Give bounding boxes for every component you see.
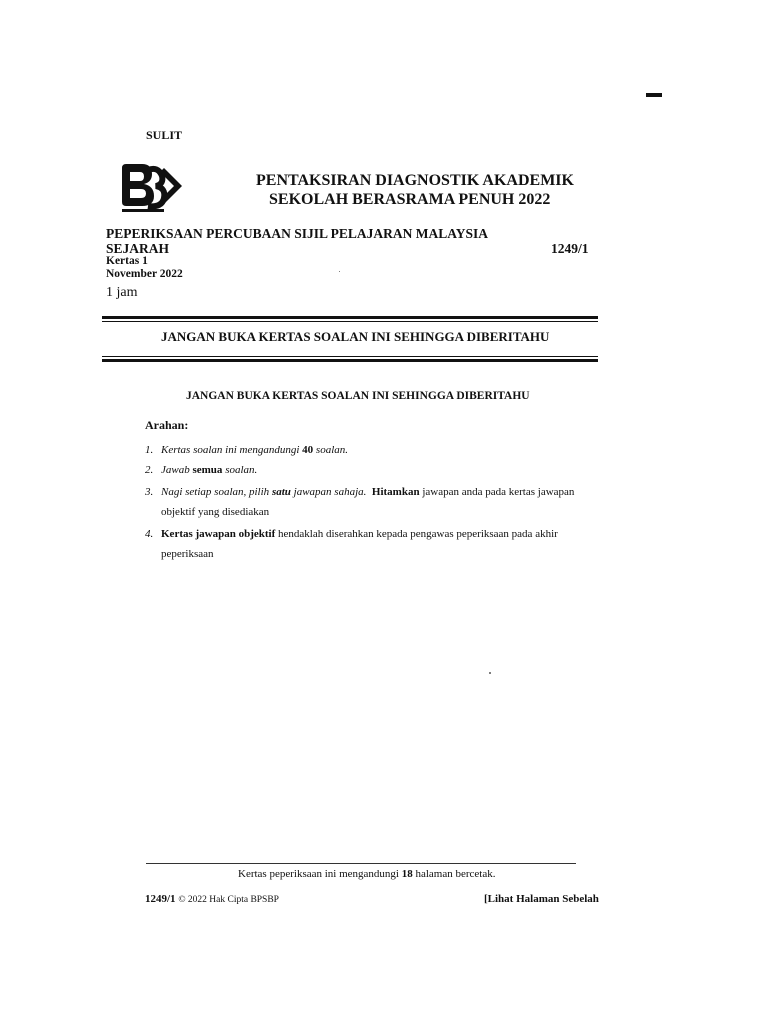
instruction-number: 3.	[145, 486, 154, 498]
rule-bottom-thick	[102, 359, 598, 362]
exam-name: PEPERIKSAAN PERCUBAAN SIJIL PELAJARAN MALAYSIA	[106, 226, 489, 241]
next-page-note: [Lihat Halaman Sebelah	[484, 893, 599, 905]
instructions-title: Arahan:	[145, 418, 189, 432]
instruction-item: 3. Nagi setiap soalan, pilih satu jawapan sahaja. Hitamkan jawapan anda pada kertas jawapan objektif yang disediakan	[145, 482, 605, 522]
instruction-number: 2.	[145, 464, 154, 476]
exam-duration: 1 jam	[106, 285, 138, 300]
instruction-number: 4.	[145, 528, 154, 540]
subject-name: SEJARAH	[106, 241, 170, 256]
footer-code: 1249/1 © 2022 Hak Cipta BPSBP	[145, 893, 279, 905]
warning-text: JANGAN BUKA KERTAS SOALAN INI SEHINGGA DIBERITAHU	[186, 390, 530, 402]
assessment-title: PENTAKSIRAN DIAGNOSTIK AKADEMIK	[256, 172, 574, 189]
scan-speck	[489, 672, 491, 674]
instruction-item: 2. Jawab semua soalan.	[145, 460, 605, 480]
assessment-subtitle: SEKOLAH BERASRAMA PENUH 2022	[269, 191, 551, 208]
footer-rule	[146, 863, 576, 864]
classification-label: SULIT	[146, 128, 183, 142]
instruction-item: 4. Kertas jawapan objektif hendaklah diserahkan kepada pengawas peperiksaan pada akhir peperiksaan	[145, 524, 605, 564]
corner-mark	[646, 93, 662, 97]
instruction-number: 1.	[145, 444, 154, 456]
sbp-logo-icon	[118, 162, 186, 214]
paper-number: Kertas 1	[106, 255, 148, 267]
exam-date: November 2022	[106, 268, 183, 280]
paper-code: 1249/1	[551, 241, 589, 256]
rule-top-thin	[102, 321, 598, 322]
boxed-warning: JANGAN BUKA KERTAS SOALAN INI SEHINGGA DIBERITAHU	[161, 329, 550, 344]
rule-top-thick	[102, 316, 598, 319]
instruction-item: 1. Kertas soalan ini mengandungi 40 soalan.	[145, 440, 605, 460]
scan-speck	[339, 271, 340, 272]
rule-bottom-thin	[102, 356, 598, 357]
page-count-note: Kertas peperiksaan ini mengandungi 18 halaman bercetak.	[238, 868, 496, 880]
